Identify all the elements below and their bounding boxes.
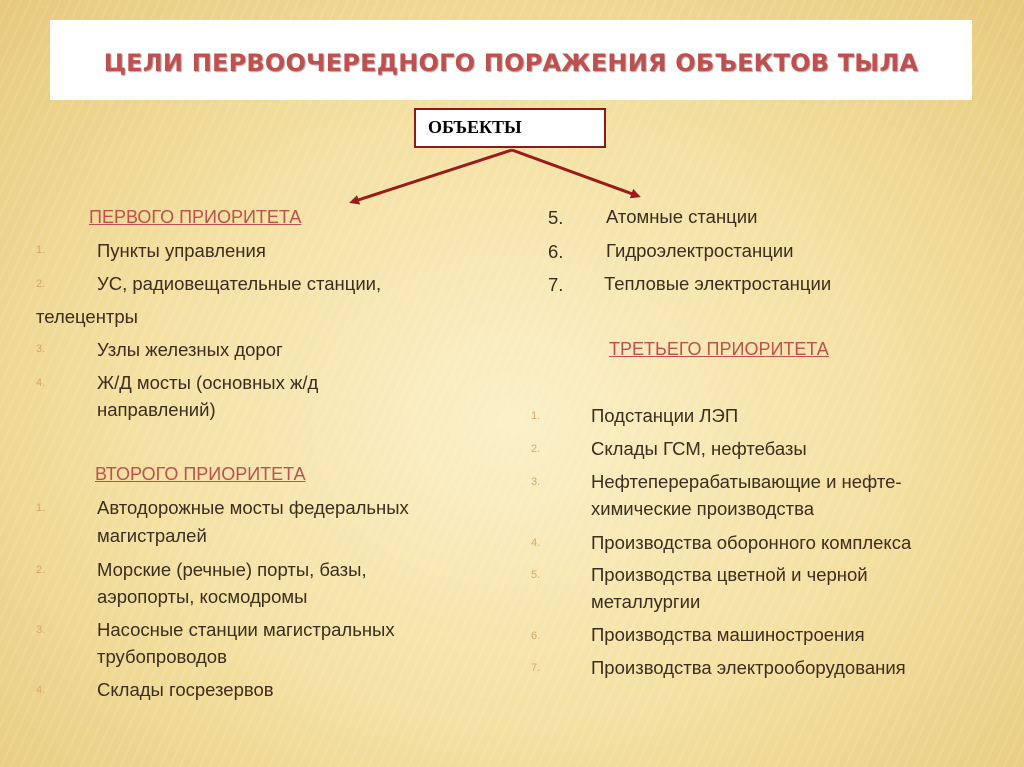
item-number: 1. [36, 502, 46, 514]
list-item: Узлы железных дорог [97, 339, 283, 360]
list-item: Производства машиностроения [591, 624, 865, 645]
objects-box: ОБЪЕКТЫ [414, 108, 606, 148]
list-item: Склады госрезервов [97, 679, 274, 700]
item-number: 1. [531, 410, 541, 422]
item-number: 1. [36, 244, 46, 256]
list-item: Тепловые электростанции [604, 273, 832, 294]
item-number: 3. [36, 343, 46, 355]
list-item: Ж/Д мосты (основных ж/д [97, 372, 319, 393]
heading-second-priority: ВТОРОГО ПРИОРИТЕТА [95, 464, 306, 484]
list-item: Морские (речные) порты, базы, [97, 559, 367, 580]
item-number: 3. [36, 624, 46, 636]
item-number: 3. [531, 476, 541, 488]
list-item: Пункты управления [97, 240, 266, 261]
list-item: Производства цветной и черной [591, 564, 868, 585]
heading-third-priority: ТРЕТЬЕГО ПРИОРИТЕТА [609, 339, 829, 359]
item-number: 2. [531, 443, 541, 455]
list-item-continuation: магистралей [97, 525, 207, 546]
item-number: 7. [548, 274, 564, 295]
list-item-continuation: направлений) [97, 399, 216, 420]
list-item: Подстанции ЛЭП [591, 405, 739, 426]
item-number: 2. [36, 278, 46, 290]
slide-title: ЦЕЛИ ПЕРВООЧЕРЕДНОГО ПОРАЖЕНИЯ ОБЪЕКТОВ ТЫЛА [103, 49, 919, 77]
item-number: 2. [36, 564, 46, 576]
list-item: Автодорожные мосты федеральных [97, 497, 409, 518]
list-item-continuation: аэропорты, космодромы [97, 586, 308, 607]
item-number: 6. [531, 630, 541, 642]
list-item: Нефтеперерабатывающие и нефте- [591, 471, 902, 492]
item-number: 4. [531, 537, 541, 549]
list-item-continuation: телецентры [36, 306, 138, 327]
list-item: Атомные станции [606, 206, 758, 227]
item-number: 5. [548, 207, 564, 228]
heading-first-priority: ПЕРВОГО ПРИОРИТЕТА [89, 207, 302, 227]
list-item: Гидроэлектростанции [606, 240, 794, 261]
item-number: 4. [36, 684, 46, 696]
list-item: Склады ГСМ, нефтебазы [591, 438, 807, 459]
item-number: 6. [548, 241, 564, 262]
item-number: 5. [531, 569, 541, 581]
item-number: 4. [36, 377, 46, 389]
item-number: 7. [531, 662, 541, 674]
list-item-continuation: металлургии [591, 591, 701, 612]
list-item-continuation: трубопроводов [97, 646, 227, 667]
list-item: Производства оборонного комплекса [591, 532, 912, 553]
list-item: Насосные станции магистральных [97, 619, 395, 640]
list-item: УС, радиовещательные станции, [97, 273, 382, 294]
arrow-left [352, 150, 512, 202]
list-item: Производства электрооборудования [591, 657, 906, 678]
list-item-continuation: химические производства [591, 498, 815, 519]
arrow-right [512, 150, 638, 196]
